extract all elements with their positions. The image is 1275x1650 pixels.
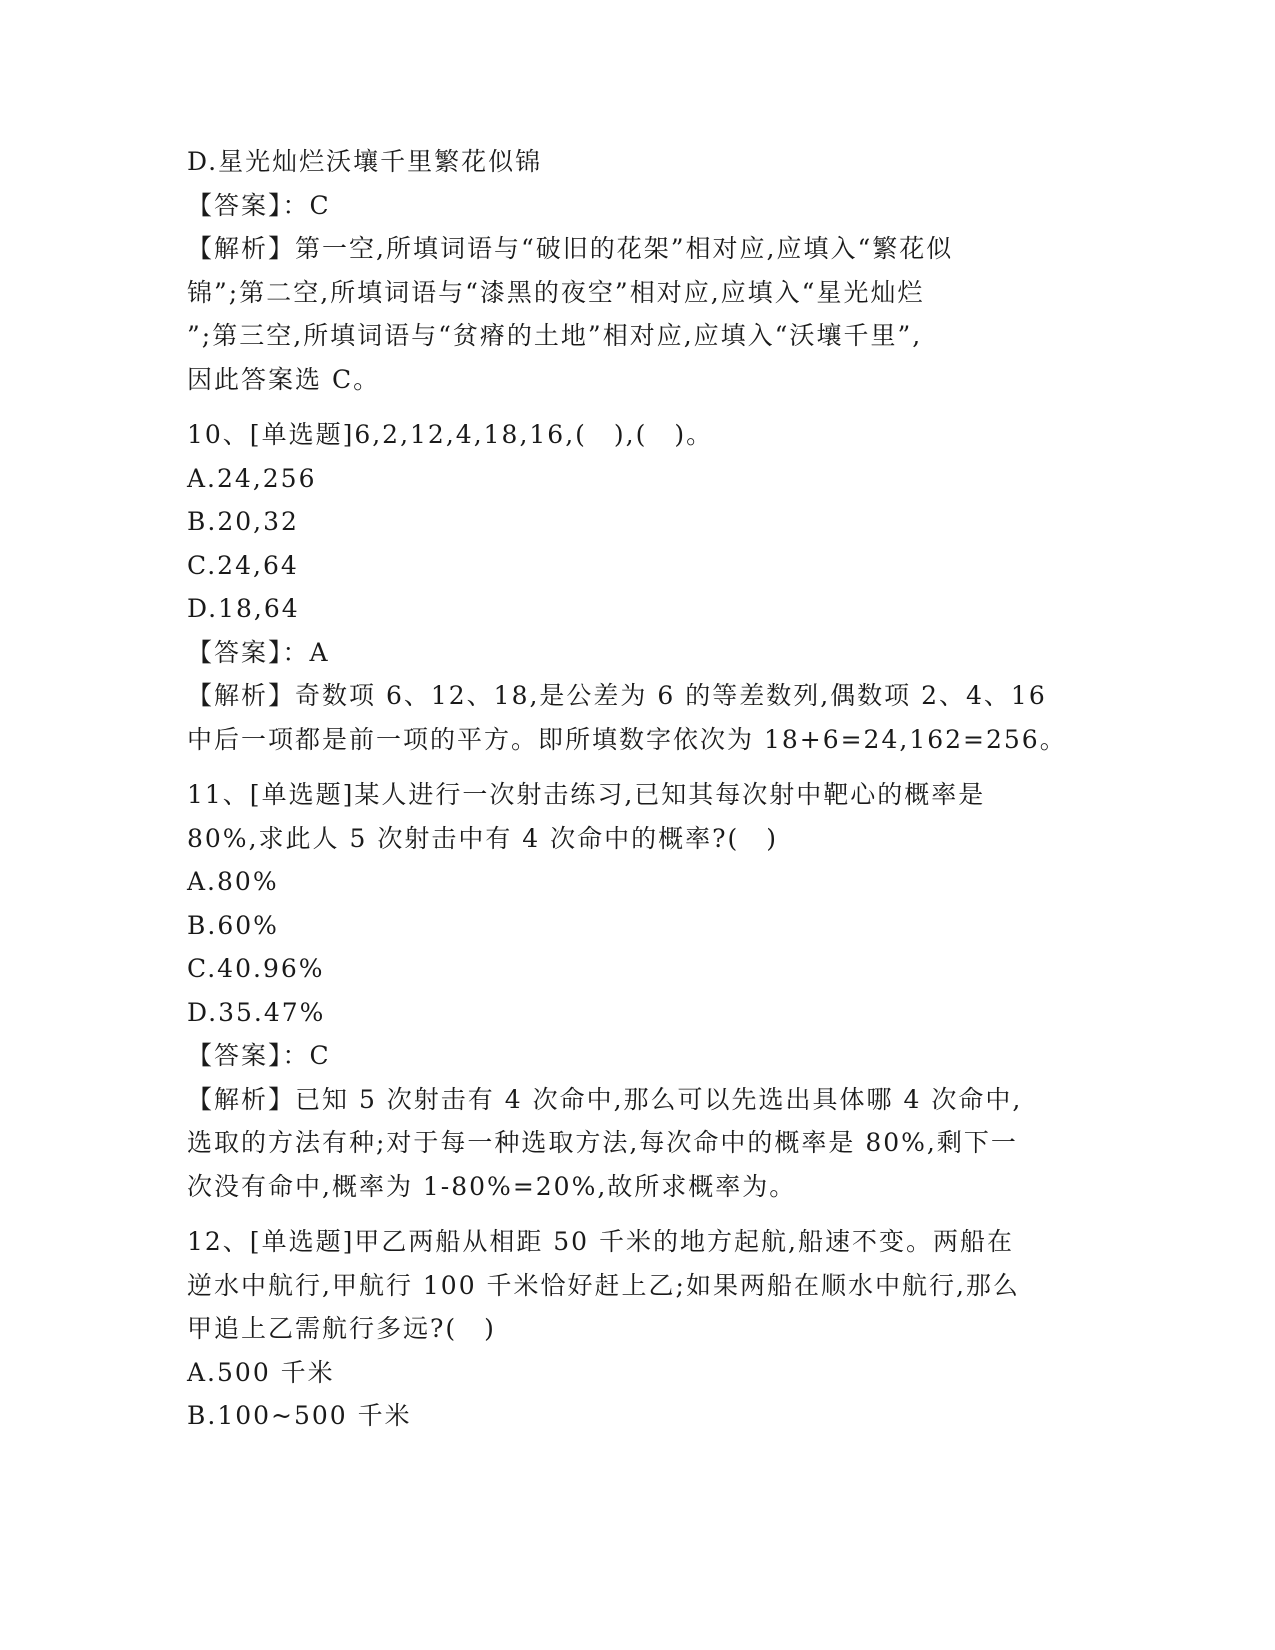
analysis-line: 因此答案选 C。 bbox=[187, 364, 381, 394]
analysis-line: 次没有命中,概率为 1-80%=20%,故所求概率为。 bbox=[187, 1171, 797, 1201]
question-stem: 12、[单选题]甲乙两船从相距 50 千米的地方起航,船速不变。两船在 bbox=[187, 1227, 1014, 1256]
question-11 bbox=[187, 773, 1087, 1208]
analysis-line: 中后一项都是前一项的平方。即所填数字依次为 18+6=24,162=256。 bbox=[187, 724, 1067, 754]
option-b: B.100~500 千米 bbox=[187, 1401, 412, 1430]
question-9-tail bbox=[187, 140, 1087, 401]
question-stem: 逆水中航行,甲航行 100 千米恰好赶上乙;如果两船在顺水中航行,那么 bbox=[187, 1270, 1020, 1300]
option-a: A.80% bbox=[187, 867, 279, 896]
question-stem: 80%,求此人 5 次射击中有 4 次命中的概率?( ) bbox=[187, 823, 779, 853]
option-a: A.24,256 bbox=[187, 463, 317, 493]
question-stem: 11、[单选题]某人进行一次射击练习,已知其每次射中靶心的概率是 bbox=[187, 780, 986, 809]
option-c: C.40.96% bbox=[187, 954, 325, 983]
analysis-line: 选取的方法有种;对于每一种选取方法,每次命中的概率是 80%,剩下一 bbox=[187, 1128, 1018, 1157]
question-12 bbox=[187, 1220, 1087, 1438]
answer: 【答案】：A bbox=[187, 637, 330, 667]
answer: 【答案】：C bbox=[187, 190, 331, 220]
option-b: B.20,32 bbox=[187, 507, 299, 536]
question-stem: 甲追上乙需航行多远?( ) bbox=[187, 1314, 496, 1343]
option-b: B.60% bbox=[187, 910, 279, 940]
question-10 bbox=[187, 413, 1087, 761]
option-d: D.星光灿烂沃壤千里繁花似锦 bbox=[187, 147, 543, 176]
analysis-line: 【解析】奇数项 6、12、18,是公差为 6 的等差数列,偶数项 2、4、16 bbox=[187, 681, 1047, 710]
analysis-line: 锦”;第二空,所填词语与“漆黑的夜空”相对应,应填入“星光灿烂 bbox=[187, 277, 925, 307]
answer: 【答案】：C bbox=[187, 1041, 331, 1070]
option-d: D.35.47% bbox=[187, 997, 326, 1027]
option-c: C.24,64 bbox=[187, 550, 299, 580]
analysis-line: ”;第三空,所填词语与“贫瘠的土地”相对应,应填入“沃壤千里”, bbox=[187, 321, 923, 350]
document-page bbox=[187, 140, 1087, 1438]
question-stem: 10、[单选题]6,2,12,4,18,16,( ),( )。 bbox=[187, 420, 714, 449]
option-a: A.500 千米 bbox=[187, 1357, 335, 1387]
analysis-line: 【解析】第一空,所填词语与“破旧的花架”相对应,应填入“繁花似 bbox=[187, 234, 954, 263]
analysis-line: 【解析】已知 5 次射击有 4 次命中,那么可以先选出具体哪 4 次命中, bbox=[187, 1084, 1023, 1114]
option-d: D.18,64 bbox=[187, 594, 300, 623]
